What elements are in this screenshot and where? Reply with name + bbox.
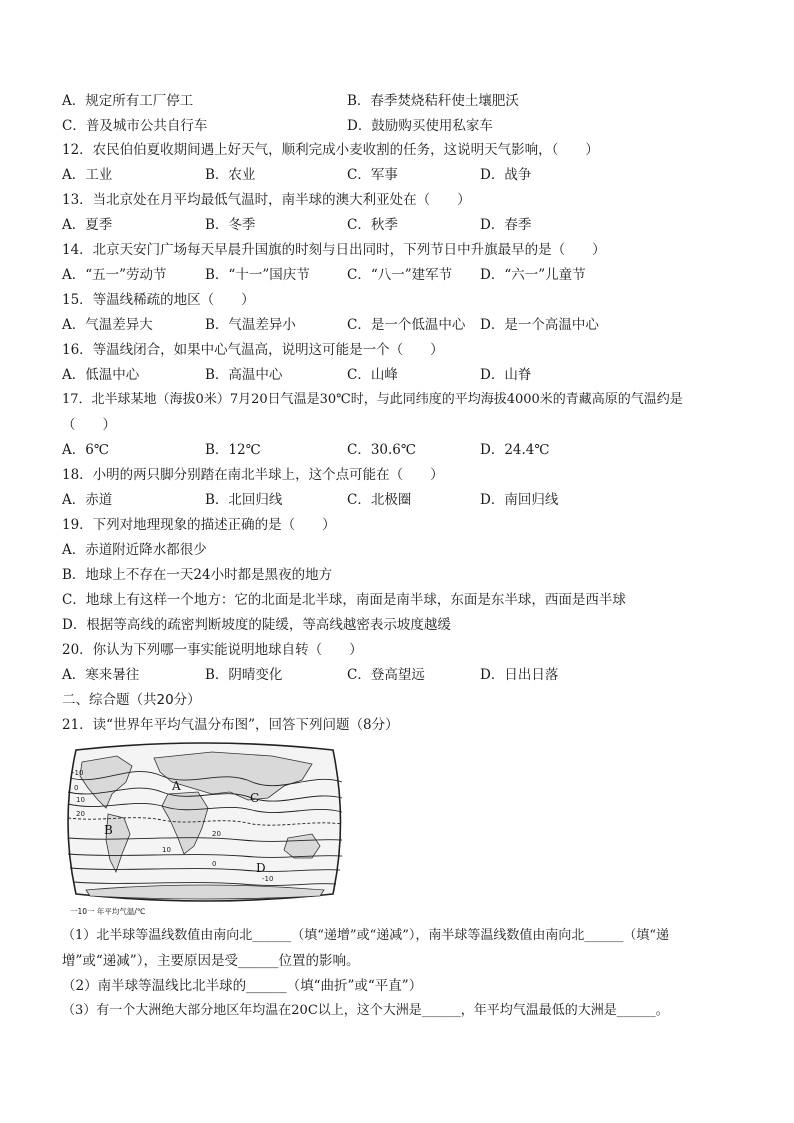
map-legend: 一10一 年平均气温/℃ [70, 907, 146, 916]
q20-option-a: A．寒来暑往 [62, 667, 140, 683]
q17-option-a: A．6℃ [62, 442, 109, 458]
q21-part1-cont: 增”或“递减”），主要原因是受______位置的影响。 [62, 953, 360, 969]
isotherm-label: 0 [74, 784, 79, 792]
isotherm-label: 10 [76, 796, 85, 804]
q12-stem: 12．农民伯伯夏收期间遇上好天气，顺利完成小麦收割的任务，这说明天气影响，（ ） [62, 142, 599, 158]
q15-stem: 15．等温线稀疏的地区（ ） [62, 292, 255, 308]
q18-option-c: C．北极圈 [347, 492, 412, 508]
q15-option-a: A．气温差异大 [62, 317, 153, 333]
antarctica-land [86, 885, 324, 899]
q13-option-c: C．秋季 [347, 217, 398, 233]
q21-part1: （1）北半球等温线数值由南向北______（填“递增”或“递减”），南半球等温线数值由南向北______（填“递 [62, 928, 670, 943]
q19-option-b: B．地球上不存在一天24小时都是黑夜的地方 [62, 567, 333, 583]
q16-option-a: A．低温中心 [62, 367, 140, 383]
q14-option-d: D．“六一”儿童节 [480, 267, 586, 283]
q21-part2: （2）南半球等温线比北半球的______（填“曲折”或“平直”） [62, 978, 423, 994]
q11-option-b: B．春季焚烧秸秆使土壤肥沃 [347, 93, 519, 109]
q18-stem: 18．小明的两只脚分别踏在南北半球上，这个点可能在（ ） [62, 467, 444, 483]
q21-part3: （3）有一个大洲绝大部分地区年均温在20C以上，这个大洲是______，年平均气温最低的大洲是______。 [62, 1003, 669, 1018]
q20-stem: 20．你认为下列哪一事实能说明地球自转（ ） [62, 642, 363, 658]
q14-stem: 14．北京天安门广场每天早晨升国旗的时刻与日出同时，下列节日中升旗最早的是（ ） [62, 242, 606, 258]
q16-option-c: C．山峰 [347, 367, 398, 383]
q12-option-d: D．战争 [480, 167, 532, 183]
q17-stem: 17．北半球某地（海拔0米）7月20日气温是30℃时，与此同纬度的平均海拔4000米的青藏高原的气温约是 [62, 392, 683, 407]
q16-option-d: D．山脊 [480, 367, 532, 383]
q15-option-b: B．气温差异小 [205, 317, 296, 333]
section-heading: 二、综合题（共20分） [62, 692, 201, 708]
isotherm-label: 20 [212, 830, 221, 838]
q19-option-d: D．根据等高线的疏密判断坡度的陡缓，等高线越密表示坡度越缓 [62, 617, 451, 633]
q12-option-a: A．工业 [62, 167, 113, 183]
isotherm-label: -10 [72, 769, 84, 777]
q14-option-a: A．“五一”劳动节 [62, 267, 167, 283]
q18-option-d: D．南回归线 [480, 492, 559, 508]
q21-stem: 21．读“世界年平均气温分布图”，回答下列问题（8分） [62, 717, 399, 733]
q12-option-b: B．农业 [205, 167, 256, 183]
q18-option-a: A．赤道 [62, 492, 113, 508]
q15-option-c: C．是一个低温中心 [347, 317, 466, 333]
q13-stem: 13．当北京处在月平均最低气温时，南半球的澳大利亚处在（ ） [62, 192, 471, 208]
q13-option-a: A．夏季 [62, 217, 113, 233]
q13-option-d: D．春季 [480, 217, 532, 233]
world-temperature-map [62, 742, 347, 917]
map-label-d: D [256, 861, 266, 875]
q15-option-d: D．是一个高温中心 [480, 317, 599, 333]
q17-option-c: C．30.6℃ [347, 442, 416, 458]
isotherm-label: 20 [76, 810, 85, 818]
q16-stem: 16．等温线闭合，如果中心气温高，说明这可能是一个（ ） [62, 342, 444, 358]
map-label-a: A [172, 779, 181, 793]
map-label-b: B [104, 823, 113, 837]
q14-option-c: C．“八一”建军节 [347, 267, 453, 283]
q20-option-b: B．阴晴变化 [205, 667, 283, 683]
q20-option-d: D．日出日落 [480, 667, 559, 683]
q18-option-b: B．北回归线 [205, 492, 283, 508]
q17-option-d: D．24.4℃ [480, 442, 550, 458]
q17-option-b: B．12℃ [205, 442, 261, 458]
q11-option-a: A．规定所有工厂停工 [62, 93, 194, 109]
q19-option-a: A．赤道附近降水都很少 [62, 542, 207, 558]
q11-option-c: C．普及城市公共自行车 [62, 118, 208, 134]
q19-option-c: C．地球上有这样一个地方：它的北面是北半球，南面是南半球，东面是东半球，西面是西半球 [62, 592, 626, 608]
q19-stem: 19．下列对地理现象的描述正确的是（ ） [62, 517, 336, 533]
q11-option-d: D．鼓励购买使用私家车 [347, 118, 493, 134]
q17-stem-blank: （ ） [62, 417, 116, 433]
australia-land [284, 834, 320, 858]
q16-option-b: B．高温中心 [205, 367, 283, 383]
isotherm-label: 10 [162, 846, 171, 854]
isotherm-label: 0 [212, 860, 217, 868]
q12-option-c: C．军事 [347, 167, 398, 183]
q13-option-b: B．冬季 [205, 217, 256, 233]
isotherm-label: -10 [262, 875, 274, 883]
world-temperature-map-svg [62, 742, 347, 917]
q20-option-c: C．登高望远 [347, 667, 425, 683]
map-label-c: C [250, 791, 260, 805]
q14-option-b: B．“十一”国庆节 [205, 267, 310, 283]
